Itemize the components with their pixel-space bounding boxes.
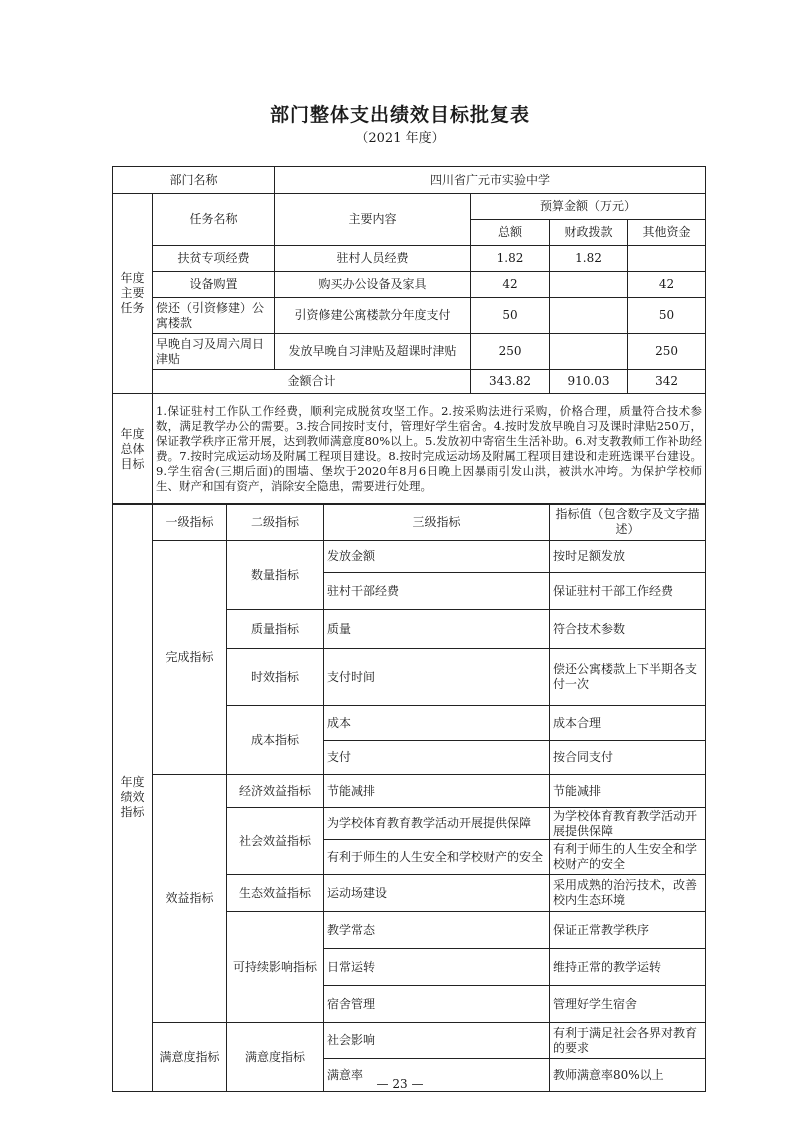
- task-row: [113, 334, 706, 370]
- page-title: 部门整体支出绩效目标批复表: [269, 104, 530, 126]
- task-total: 42: [471, 272, 550, 298]
- col-content: 主要内容: [275, 194, 471, 246]
- l2-quality: 质量指标: [227, 610, 324, 649]
- task-content: 发放早晚自习津贴及超课时津贴: [275, 334, 471, 370]
- value-cell: 有利于师生的人生安全和学校财产的安全: [550, 840, 706, 875]
- value-cell: 符合技术参数: [550, 610, 706, 649]
- col-total: 总额: [471, 220, 550, 246]
- page-number: — 23 —: [376, 1077, 424, 1091]
- task-total: 250: [471, 334, 550, 370]
- dept-label: 部门名称: [113, 167, 275, 194]
- task-other: 250: [628, 334, 706, 370]
- task-row: [113, 298, 706, 334]
- l2-timeliness: 时效指标: [227, 649, 324, 706]
- dept-row: [113, 167, 706, 194]
- l1-completion: 完成指标: [153, 541, 227, 775]
- tasks-table: [112, 166, 706, 505]
- l3-cell: 满意率: [324, 1059, 550, 1092]
- l2-economic: 经济效益指标: [227, 775, 324, 808]
- l3-cell: 宿舍管理: [324, 986, 550, 1023]
- sum-fiscal: 910.03: [550, 370, 628, 394]
- task-total: 50: [471, 298, 550, 334]
- indicator-row: [113, 1023, 706, 1059]
- task-fiscal: 1.82: [550, 246, 628, 272]
- task-row: [113, 246, 706, 272]
- tasks-section-label: 年度主要任务: [113, 194, 153, 394]
- task-name: 早晚自习及周六周日津贴: [153, 334, 275, 370]
- l2-social: 社会效益指标: [227, 808, 324, 875]
- col-l1: 一级指标: [153, 504, 227, 541]
- task-row: [113, 272, 706, 298]
- l3-cell: 质量: [324, 610, 550, 649]
- indicator-row: [113, 541, 706, 573]
- value-cell: 为学校体育教育教学活动开展提供保障: [550, 808, 706, 840]
- indicators-table: [112, 503, 706, 1092]
- value-cell: 维持正常的教学运转: [550, 949, 706, 986]
- task-name: 扶贫专项经费: [153, 246, 275, 272]
- value-cell: 采用成熟的治污技术，改善校内生态环境: [550, 875, 706, 912]
- value-cell: 成本合理: [550, 706, 706, 741]
- task-name: 偿还（引资修建）公寓楼款: [153, 298, 275, 334]
- task-fiscal: [550, 334, 628, 370]
- task-other: 50: [628, 298, 706, 334]
- l1-benefit: 效益指标: [153, 775, 227, 1023]
- task-fiscal: [550, 272, 628, 298]
- goals-text: 1.保证驻村工作队工作经费，顺利完成脱贫攻坚工作。2.按采购法进行采购，价格合理，质量符合技术参数，满足教学办公的需要。3.按合同按时支付，管理好学生宿舍。4.按时发放早晚自习及课时津贴250万，保证教学秩序正常开展，达到教师满意度80%以上。5.发放初中寄宿生生活补助。6.对支教教师工作补助经费。7.按时完成运动场及附属工程项目建设。8.按时完成运动场及附属工程项目建设和走班选课平台建设。9.学生宿舍(三期后面)的围墙、堡坎于2020年8月6日晚上因暴雨引发山洪，被洪水冲垮。为保护学校师生、财产和国有资产，消除安全隐患，需要进行处理。: [153, 394, 706, 505]
- task-content: 驻村人员经费: [275, 246, 471, 272]
- col-l2: 二级指标: [227, 504, 324, 541]
- value-cell: 有利于满足社会各界对教育的要求: [550, 1023, 706, 1059]
- l2-ecological: 生态效益指标: [227, 875, 324, 912]
- dept-name: 四川省广元市实验中学: [275, 167, 706, 194]
- l3-cell: 运动场建设: [324, 875, 550, 912]
- task-other: 42: [628, 272, 706, 298]
- col-other: 其他资金: [628, 220, 706, 246]
- col-l3: 三级指标: [324, 504, 550, 541]
- sum-label: 金额合计: [153, 370, 471, 394]
- value-cell: 按合同支付: [550, 741, 706, 775]
- l3-cell: 成本: [324, 706, 550, 741]
- tasks-header-row: [113, 194, 706, 220]
- l3-cell: 教学常态: [324, 912, 550, 949]
- l1-satisfaction: 满意度指标: [153, 1023, 227, 1092]
- l2-cost: 成本指标: [227, 706, 324, 775]
- indicators-section-label: 年度绩效指标: [113, 504, 153, 1092]
- l2-satisfaction: 满意度指标: [227, 1023, 324, 1092]
- sum-other: 342: [628, 370, 706, 394]
- task-content: 购买办公设备及家具: [275, 272, 471, 298]
- l2-sustainable: 可持续影响指标: [227, 912, 324, 1023]
- l3-cell: 驻村干部经费: [324, 573, 550, 610]
- value-cell: 按时足额发放: [550, 541, 706, 573]
- col-value: 指标值（包含数字及文字描述）: [550, 504, 706, 541]
- goals-section-label: 年度总体目标: [113, 394, 153, 505]
- task-total: 1.82: [471, 246, 550, 272]
- value-cell: 偿还公寓楼款上下半期各支付一次: [550, 649, 706, 706]
- l3-cell: 支付时间: [324, 649, 550, 706]
- col-task-name: 任务名称: [153, 194, 275, 246]
- value-cell: 保证驻村干部工作经费: [550, 573, 706, 610]
- value-cell: 保证正常教学秩序: [550, 912, 706, 949]
- sum-total: 343.82: [471, 370, 550, 394]
- l3-cell: 发放金额: [324, 541, 550, 573]
- l3-cell: 日常运转: [324, 949, 550, 986]
- task-content: 引资修建公寓楼款分年度支付: [275, 298, 471, 334]
- col-budget: 预算金额（万元）: [471, 194, 706, 220]
- l3-cell: 社会影响: [324, 1023, 550, 1059]
- task-fiscal: [550, 298, 628, 334]
- l3-cell: 为学校体育教育教学活动开展提供保障: [324, 808, 550, 840]
- l3-cell: 节能减排: [324, 775, 550, 808]
- indicators-header-row: [113, 504, 706, 541]
- task-name: 设备购置: [153, 272, 275, 298]
- task-other: [628, 246, 706, 272]
- l3-cell: 支付: [324, 741, 550, 775]
- indicator-row: [113, 775, 706, 808]
- page-subtitle: （2021 年度）: [355, 131, 445, 146]
- value-cell: 管理好学生宿舍: [550, 986, 706, 1023]
- sum-row: [113, 370, 706, 394]
- l3-cell: 有利于师生的人生安全和学校财产的安全: [324, 840, 550, 875]
- goals-row: [113, 394, 706, 505]
- value-cell: 节能减排: [550, 775, 706, 808]
- value-cell: 教师满意率80%以上: [550, 1059, 706, 1092]
- l2-quantity: 数量指标: [227, 541, 324, 610]
- col-fiscal: 财政拨款: [550, 220, 628, 246]
